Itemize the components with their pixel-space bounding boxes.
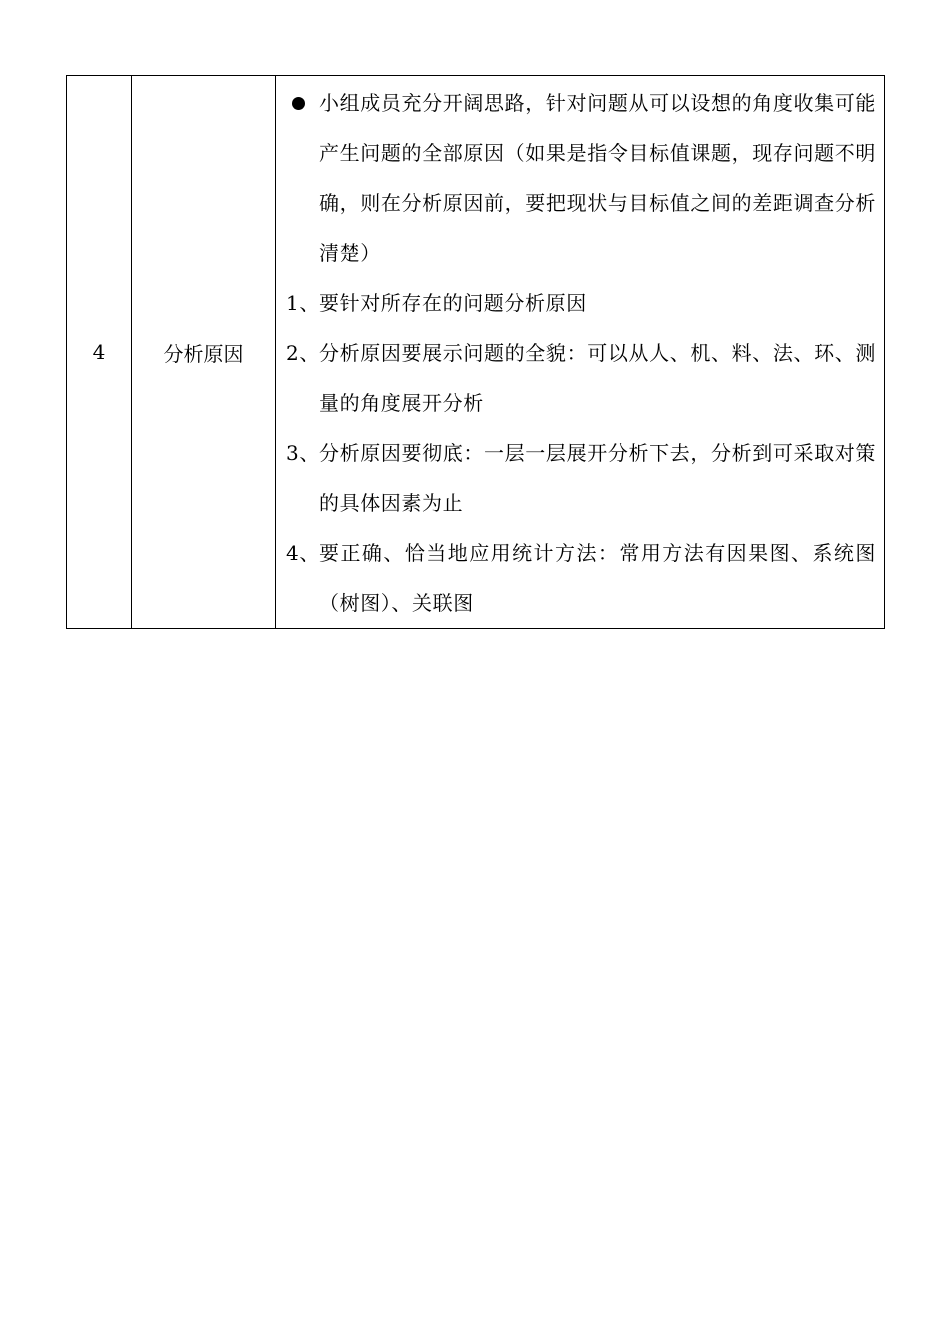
- list-item-text: 要正确、恰当地应用统计方法：常用方法有因果图、系统图（树图）、关联图: [319, 541, 876, 615]
- bullet-text: 小组成员充分开阔思路，针对问题从可以设想的角度收集可能产生问题的全部原因（如果是指令目标值课题，现存问题不明确，则在分析原因前，要把现状与目标值之间的差距调查分析清楚）: [319, 91, 876, 265]
- list-item: [286, 428, 876, 528]
- content-list: [286, 76, 876, 628]
- bullet-icon: [288, 78, 316, 128]
- list-item-marker: 2、: [286, 341, 320, 365]
- step-name-cell: [132, 76, 276, 629]
- step-number-cell: [67, 76, 132, 629]
- bullet-paragraph: [286, 78, 876, 278]
- step-content-cell: [276, 76, 885, 629]
- table-row: [67, 76, 885, 629]
- step-name: 分析原因: [163, 341, 244, 366]
- list-item-marker: 4、: [286, 541, 320, 565]
- step-number: 4: [92, 340, 106, 364]
- list-item-marker: 3、: [286, 441, 320, 465]
- list-item: [286, 278, 876, 328]
- list-item: [286, 328, 876, 428]
- list-item-text: 分析原因要彻底：一层一层展开分析下去，分析到可采取对策的具体因素为止: [319, 441, 876, 515]
- list-item-text: 分析原因要展示问题的全貌：可以从人、机、料、法、环、测量的角度展开分析: [319, 341, 876, 415]
- list-item: [286, 528, 876, 628]
- list-item-marker: 1、: [286, 291, 320, 315]
- list-item-text: 要针对所存在的问题分析原因: [319, 291, 587, 315]
- procedure-table: [66, 75, 885, 629]
